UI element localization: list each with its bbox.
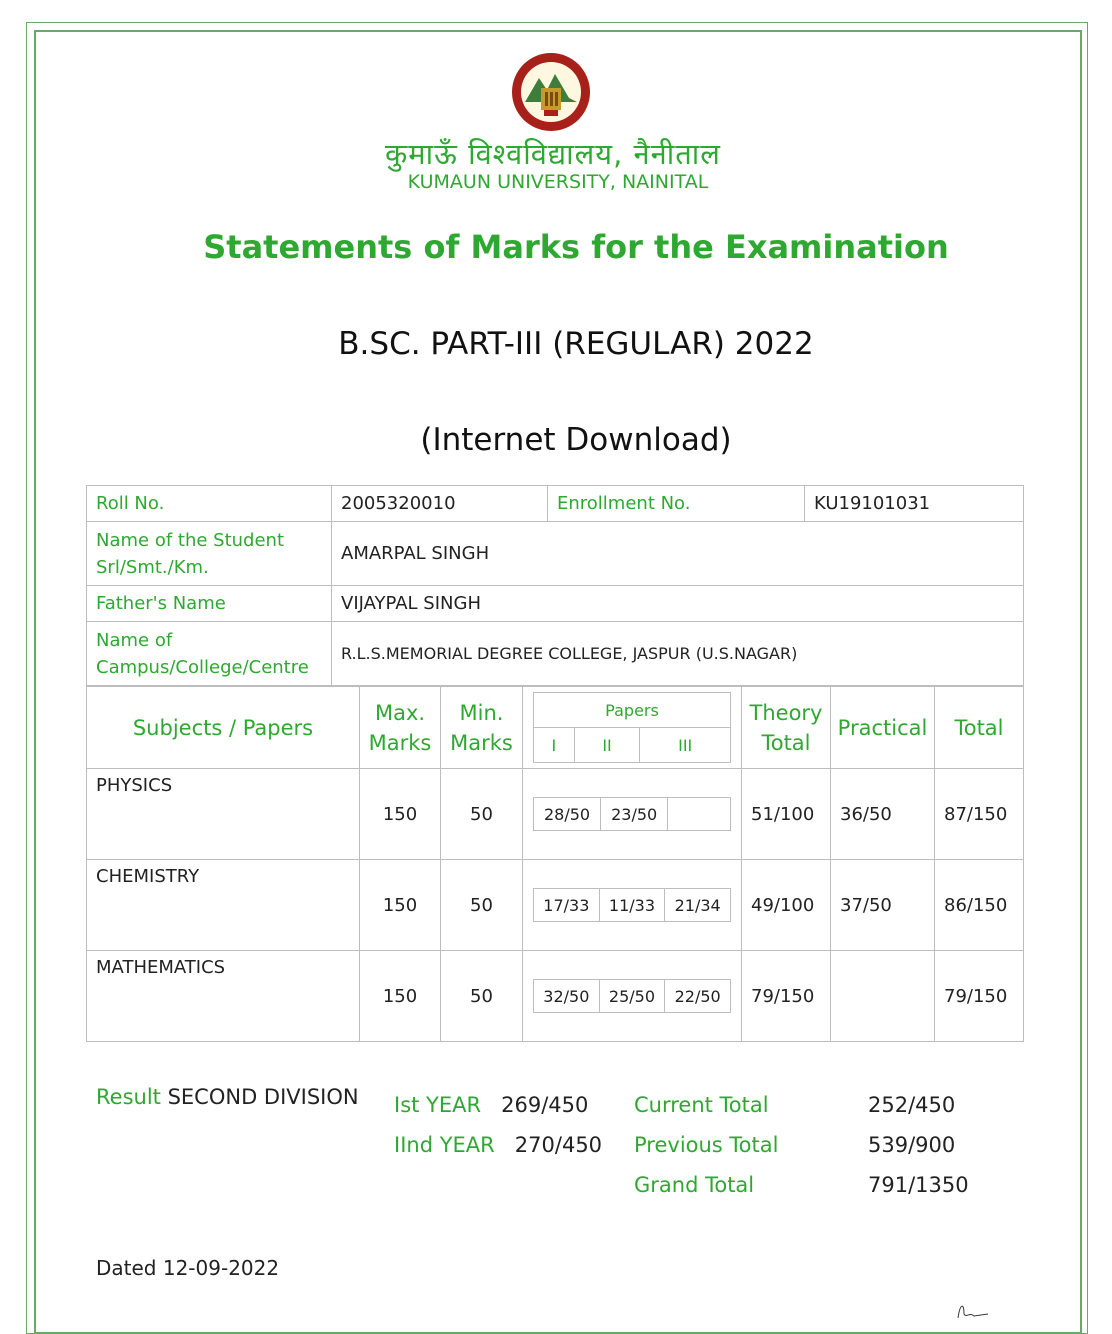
student-name-label: Name of the Student Srl/Smt./Km. bbox=[87, 522, 332, 586]
max-marks-header: Max. Marks bbox=[360, 687, 441, 769]
year1-label: Ist YEAR bbox=[394, 1093, 482, 1117]
year2-line bbox=[394, 1125, 602, 1165]
table-row bbox=[87, 951, 1024, 1042]
subject-total: 87/150 bbox=[935, 769, 1024, 860]
subject-total: 79/150 bbox=[935, 951, 1024, 1042]
university-seal-icon bbox=[511, 52, 591, 132]
practical-header: Practical bbox=[831, 687, 935, 769]
paper-1-mark: 28/50 bbox=[534, 798, 601, 831]
practical-marks: 37/50 bbox=[831, 860, 935, 951]
download-note: (Internet Download) bbox=[420, 422, 732, 458]
enroll-label: Enrollment No. bbox=[548, 486, 805, 522]
paper-2-header: II bbox=[574, 728, 640, 763]
dated-line bbox=[96, 1256, 279, 1280]
total-header: Total bbox=[935, 687, 1024, 769]
dated-value: 12-09-2022 bbox=[162, 1256, 280, 1280]
father-name-value: VIJAYPAL SINGH bbox=[332, 586, 1024, 622]
table-row bbox=[87, 769, 1024, 860]
page-title: Statements of Marks for the Examination bbox=[203, 228, 949, 266]
roll-label: Roll No. bbox=[87, 486, 332, 522]
subject-name: CHEMISTRY bbox=[87, 860, 360, 951]
paper-3-mark bbox=[668, 798, 731, 831]
college-label: Name of Campus/College/Centre bbox=[87, 622, 332, 686]
totals-labels bbox=[634, 1085, 778, 1205]
college-value: R.L.S.MEMORIAL DEGREE COLLEGE, JASPUR (U.S.NAGAR) bbox=[332, 622, 1024, 686]
paper-1-mark: 32/50 bbox=[534, 980, 600, 1013]
result-value: SECOND DIVISION bbox=[167, 1085, 359, 1109]
paper-3-header: III bbox=[640, 728, 731, 763]
year1-line bbox=[394, 1085, 602, 1125]
theory-total: 79/150 bbox=[742, 951, 831, 1042]
year2-label: IInd YEAR bbox=[394, 1133, 495, 1157]
theory-total-header: Theory Total bbox=[742, 687, 831, 769]
result-label: Result bbox=[96, 1085, 161, 1109]
subject-total: 86/150 bbox=[935, 860, 1024, 951]
result-line bbox=[96, 1085, 359, 1109]
max-marks: 150 bbox=[360, 951, 441, 1042]
roll-value: 2005320010 bbox=[332, 486, 548, 522]
subject-name: MATHEMATICS bbox=[87, 951, 360, 1042]
paper-marks bbox=[523, 860, 742, 951]
year2-value: 270/450 bbox=[514, 1133, 603, 1157]
min-marks: 50 bbox=[441, 860, 523, 951]
theory-total: 51/100 bbox=[742, 769, 831, 860]
previous-total-label: Previous Total bbox=[634, 1133, 779, 1157]
university-name-hindi: कुमाऊँ विश्वविद्यालय, नैनीताल bbox=[385, 137, 721, 171]
papers-header bbox=[523, 687, 742, 769]
previous-total-value: 539/900 bbox=[868, 1133, 956, 1157]
paper-2-mark: 25/50 bbox=[599, 980, 665, 1013]
grand-total-label: Grand Total bbox=[634, 1173, 755, 1197]
min-marks: 50 bbox=[441, 951, 523, 1042]
current-total-label: Current Total bbox=[634, 1093, 769, 1117]
paper-2-mark: 23/50 bbox=[601, 798, 668, 831]
theory-total: 49/100 bbox=[742, 860, 831, 951]
dated-label: Dated bbox=[96, 1256, 157, 1280]
paper-1-mark: 17/33 bbox=[534, 889, 600, 922]
grand-total-value: 791/1350 bbox=[868, 1173, 969, 1197]
paper-3-mark: 22/50 bbox=[665, 980, 731, 1013]
practical-marks bbox=[831, 951, 935, 1042]
min-marks: 50 bbox=[441, 769, 523, 860]
student-name-value: AMARPAL SINGH bbox=[332, 522, 1024, 586]
paper-2-mark: 11/33 bbox=[599, 889, 665, 922]
university-name-english: KUMAUN UNIVERSITY, NAINITAL bbox=[407, 171, 709, 193]
table-row bbox=[87, 860, 1024, 951]
enroll-value: KU19101031 bbox=[805, 486, 1024, 522]
totals-values bbox=[868, 1085, 969, 1205]
practical-marks: 36/50 bbox=[831, 769, 935, 860]
subjects-header: Subjects / Papers bbox=[87, 687, 360, 769]
signature-icon bbox=[954, 1300, 994, 1320]
paper-1-header: I bbox=[534, 728, 575, 763]
year-results bbox=[394, 1085, 602, 1165]
marks-table bbox=[86, 686, 1024, 1042]
student-info-table bbox=[86, 485, 1024, 686]
paper-3-mark: 21/34 bbox=[665, 889, 731, 922]
max-marks: 150 bbox=[360, 769, 441, 860]
father-name-label: Father's Name bbox=[87, 586, 332, 622]
min-marks-header: Min. Marks bbox=[441, 687, 523, 769]
exam-title: B.SC. PART-III (REGULAR) 2022 bbox=[338, 326, 814, 362]
subject-name: PHYSICS bbox=[87, 769, 360, 860]
year1-value: 269/450 bbox=[501, 1093, 589, 1117]
paper-marks bbox=[523, 769, 742, 860]
papers-header-label: Papers bbox=[534, 693, 731, 728]
marks-header-row bbox=[87, 687, 1024, 769]
paper-marks bbox=[523, 951, 742, 1042]
current-total-value: 252/450 bbox=[868, 1093, 956, 1117]
max-marks: 150 bbox=[360, 860, 441, 951]
